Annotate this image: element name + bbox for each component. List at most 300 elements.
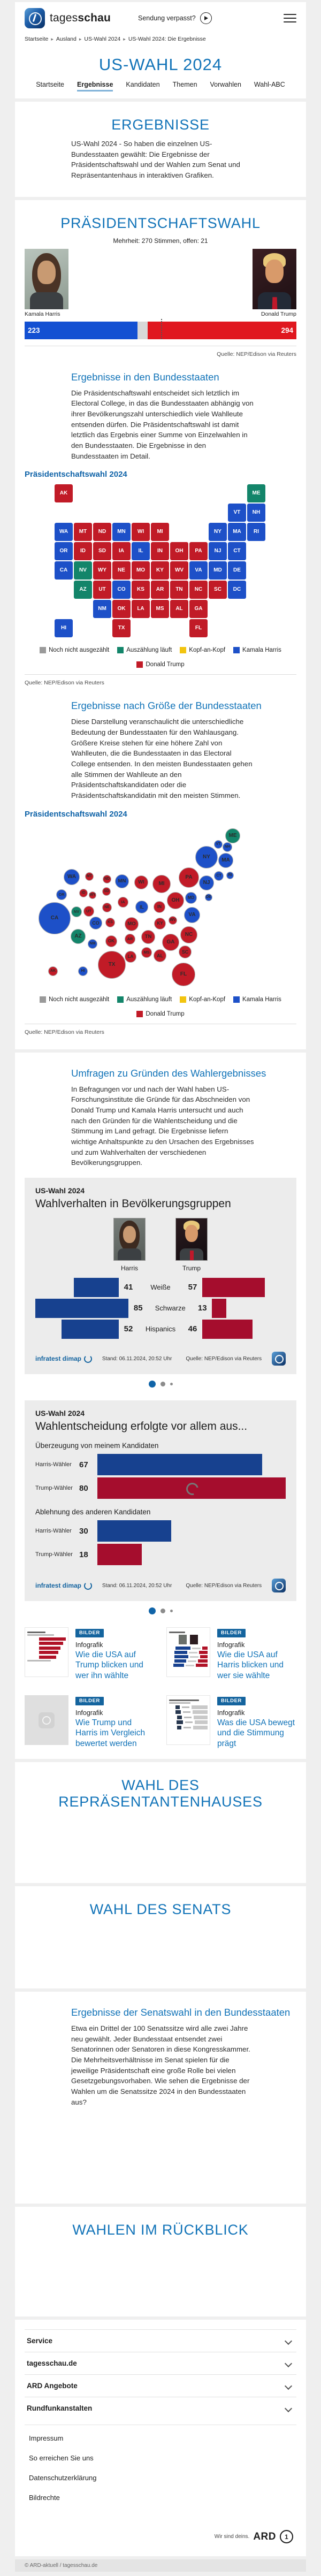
- electoral-college-bar: [25, 322, 296, 339]
- harris-bar-wrap: [35, 1320, 119, 1339]
- divider: [25, 1024, 296, 1026]
- breadcrumb-separator-icon: ▸: [79, 36, 82, 42]
- state-bubble-CT[interactable]: CT: [214, 871, 224, 881]
- legend-item: [117, 647, 172, 653]
- footer-link-so-erreichen-sie-uns[interactable]: So erreichen Sie uns: [29, 2454, 94, 2463]
- state-bubble-CO[interactable]: CO: [89, 917, 102, 929]
- thumb-bar: [174, 1659, 186, 1663]
- state-bubble-MD[interactable]: MD: [185, 892, 197, 904]
- thumb-bar: [200, 1655, 208, 1658]
- state-bubble-SD[interactable]: SD: [102, 887, 111, 896]
- ard-logo-row: [28, 2530, 293, 2543]
- harris-votes: 223: [28, 326, 40, 334]
- footer-accordion-ard-angebote[interactable]: [25, 2374, 296, 2397]
- size-section-text: Diese Darstellung veranschaulicht die unterschiedliche Bedeutung der Bundesstaaten für den Wahlausgang. Größere Kreise stehen für eine höhere Zahl von Wahlleuten, die die Bundesstaaten in das Electoral College entsenden. In den meisten Bundesstaaten gehen alle Stimmen der Wahlleute an den Präsidentschaftskandidaten oder die Präsidentschaftskandidatin mit den meisten Stimmen.: [71, 718, 253, 800]
- teaser-item[interactable]: [166, 1627, 296, 1681]
- thumb-bar: [175, 1647, 190, 1650]
- decision-group-label: Überzeugung von meinem Kandidaten: [35, 1442, 159, 1450]
- teaser-body: [217, 1627, 296, 1681]
- state-bubble-VA[interactable]: VA: [184, 907, 200, 923]
- legend-color-key: [117, 647, 124, 653]
- harris-bar: [35, 1299, 128, 1318]
- legend-label: Kopf-an-Kopf: [189, 996, 226, 1003]
- state-tile-MT[interactable]: MT: [74, 523, 92, 541]
- site-header: [15, 2, 306, 98]
- group-label: Hispanics: [145, 1325, 176, 1333]
- tab-ergebnisse[interactable]: Ergebnisse: [77, 81, 113, 92]
- state-bubble-OR[interactable]: OR: [56, 889, 67, 900]
- state-tile-MS[interactable]: MS: [151, 600, 169, 618]
- president-title: PRÄSIDENTSCHAFTSWAHL: [60, 215, 261, 231]
- harris-value: 85: [133, 1304, 143, 1313]
- state-tile-VA[interactable]: VA: [189, 561, 208, 580]
- thumb-bar: [198, 1659, 208, 1663]
- bubble-chart-label: Präsidentschaftswahl 2024: [25, 809, 127, 819]
- brand-wordmark: tagesschau: [50, 12, 111, 24]
- state-tile-NY[interactable]: NY: [209, 523, 227, 541]
- thumb-bar: [173, 1664, 184, 1667]
- breadcrumb-item[interactable]: US-Wahl 2024: Die Ergebnisse: [128, 36, 206, 42]
- state-tile-IA[interactable]: IA: [112, 542, 131, 560]
- teaser-title[interactable]: Wie die USA auf Trump blicken und wer ihn wählte: [75, 1650, 143, 1681]
- trump-value: 57: [188, 1283, 197, 1292]
- breadcrumb-separator-icon: ▸: [51, 36, 54, 42]
- review-title: WAHLEN IM RÜCKBLICK: [72, 2222, 249, 2238]
- legend-color-key: [117, 996, 124, 1003]
- state-bubble-NY[interactable]: NY: [195, 846, 218, 868]
- thumb-deco: [182, 1706, 189, 1708]
- state-bubble-AR[interactable]: AR: [125, 934, 135, 944]
- state-bubble-FL[interactable]: FL: [172, 963, 195, 986]
- infratest-ring-icon: [84, 1355, 92, 1363]
- intro-card: [15, 102, 306, 197]
- state-tile-PA[interactable]: PA: [189, 542, 208, 560]
- chevron-down-icon: [285, 2405, 292, 2412]
- state-tile-NM[interactable]: NM: [93, 600, 111, 618]
- state-tile-DC[interactable]: DC: [228, 581, 246, 599]
- thumb-bar-row: [169, 1664, 208, 1667]
- state-tile-NJ[interactable]: NJ: [209, 542, 227, 560]
- state-tile-CO[interactable]: CO: [112, 581, 131, 599]
- thumb-deco: [169, 1702, 190, 1704]
- state-bubble-KS[interactable]: KS: [105, 918, 115, 927]
- senate-results-title: Ergebnisse der Senatswahl in den Bundesstaaten: [71, 2007, 291, 2018]
- tab-themen[interactable]: Themen: [172, 81, 197, 88]
- state-tile-LA[interactable]: LA: [132, 600, 150, 618]
- tab-startseite[interactable]: Startseite: [36, 81, 65, 88]
- divider: [25, 674, 296, 677]
- state-bubble-NH[interactable]: NH: [223, 842, 232, 852]
- demographics-row: [35, 1319, 286, 1339]
- thumb-deco: [27, 1634, 54, 1636]
- state-tile-FL[interactable]: FL: [189, 619, 208, 637]
- harris-bar-wrap: [35, 1299, 128, 1318]
- thumb-deco: [169, 1699, 199, 1701]
- state-tile-IN[interactable]: IN: [151, 542, 169, 560]
- legend-item: [233, 647, 281, 653]
- thumb-deco: [169, 1632, 185, 1633]
- state-bubble-AK[interactable]: AK: [48, 966, 58, 976]
- source-note: Quelle: NEP/Edison via Reuters: [186, 1582, 262, 1589]
- harris-column-label: Harris: [121, 1264, 138, 1272]
- open-bar-segment: [137, 322, 148, 339]
- state-tile-OK[interactable]: OK: [112, 600, 131, 618]
- state-bubble-WI[interactable]: WI: [134, 875, 148, 889]
- thumb-bar-row: [169, 1655, 208, 1658]
- decision-value: 18: [79, 1550, 88, 1559]
- state-tile-MD[interactable]: MD: [209, 561, 227, 580]
- thumb-deco: [188, 1660, 196, 1662]
- trump-bar: [202, 1320, 253, 1339]
- loading-area: [25, 1923, 296, 1981]
- state-bubble-MO[interactable]: MO: [125, 917, 139, 931]
- state-tile-KY[interactable]: KY: [151, 561, 169, 580]
- carousel-dot-3[interactable]: [170, 1383, 173, 1385]
- decision-bar: [97, 1520, 171, 1542]
- legend-label: Donald Trump: [146, 661, 185, 668]
- state-tile-ID[interactable]: ID: [74, 542, 92, 560]
- teaser-title[interactable]: Wie die USA auf Harris blicken und wer sie wählte: [217, 1650, 284, 1681]
- carousel-dot-3[interactable]: [170, 1610, 173, 1612]
- breadcrumb-item[interactable]: US-Wahl 2024: [84, 36, 121, 42]
- state-bubble-RI[interactable]: RI: [226, 872, 234, 879]
- play-triangle: [204, 16, 208, 20]
- thumb-deco: [27, 1632, 45, 1633]
- bilder-badge: BILDER: [75, 1697, 104, 1705]
- state-tile-NV[interactable]: NV: [74, 561, 92, 580]
- state-tile-NE[interactable]: NE: [112, 561, 131, 580]
- tagesschau-mini-logo: [272, 1579, 286, 1592]
- chart-title: Wahlverhalten in Bevölkerungsgruppen: [35, 1198, 231, 1210]
- bilder-badge: BILDER: [75, 1629, 104, 1637]
- state-bubble-WY[interactable]: WY: [89, 891, 96, 899]
- teaser-body: [75, 1695, 155, 1749]
- tagesschau-logo[interactable]: [25, 8, 111, 28]
- thumb-bar-row: [169, 1716, 208, 1719]
- trump-bar: [202, 1278, 265, 1297]
- tab-wahl-abc[interactable]: Wahl-ABC: [254, 81, 285, 88]
- thumb-bar: [177, 1726, 181, 1729]
- carousel-dot-1[interactable]: [149, 1607, 156, 1614]
- trump-column-label: Trump: [182, 1264, 201, 1272]
- states-section-text: Die Präsidentschaftswahl entscheidet sich letztlich im Electoral College, in das die Bundesstaaten abhängig von ihrer Bevölkerungszahl unterschiedlich viele Wahlleute entsenden dürfen. Die Präsidentschaftswahl ist damit letztlich das Ergebnis einer Summe von Einzelwahlen in den Bundesstaaten. Die Ergebnisse in den Bundesstaaten im Detail.: [71, 388, 254, 460]
- state-bubble-MI[interactable]: MI: [152, 875, 171, 893]
- harris-value: 52: [124, 1324, 133, 1334]
- thumb-bar: [193, 1710, 208, 1714]
- footer-link-datenschutzerkl-rung[interactable]: Datenschutzerklärung: [29, 2474, 97, 2482]
- state-tile-WA[interactable]: WA: [55, 523, 73, 541]
- source-note: Quelle: NEP/Edison via Reuters: [25, 680, 104, 687]
- thumb-bar: [199, 1651, 208, 1654]
- thumb-deco: [189, 1652, 197, 1653]
- state-bubble-AZ[interactable]: AZ: [71, 929, 86, 944]
- carousel-dot-2[interactable]: [160, 1609, 165, 1613]
- thumb-deco: [184, 1717, 192, 1718]
- senate-card: [15, 1886, 306, 1988]
- thumb-bar: [194, 1716, 208, 1719]
- state-bubble-IL[interactable]: IL: [135, 901, 148, 913]
- state-bubble-LA[interactable]: LA: [125, 951, 136, 963]
- state-tile-OR[interactable]: OR: [55, 542, 73, 560]
- play-icon: [200, 12, 212, 24]
- legend-label: Donald Trump: [146, 1010, 185, 1017]
- state-bubble-DE[interactable]: DE: [205, 894, 212, 901]
- decision-group-label: Ablehnung des anderen Kandidaten: [35, 1508, 151, 1516]
- decision-bar: [97, 1544, 142, 1565]
- state-tile-MN[interactable]: MN: [112, 523, 131, 541]
- state-bubble-VT[interactable]: VT: [214, 840, 223, 849]
- breadcrumb-item[interactable]: Ausland: [56, 36, 77, 42]
- stand-timestamp: Stand: 06.11.2024, 20:52 Uhr: [102, 1582, 172, 1589]
- state-tile-RI[interactable]: RI: [247, 523, 265, 541]
- legend-label: Kamala Harris: [242, 647, 281, 654]
- teaser-item[interactable]: [25, 1627, 155, 1681]
- state-bubble-MT[interactable]: MT: [85, 872, 94, 881]
- state-bubble-MA[interactable]: MA: [218, 853, 233, 868]
- state-bubble-KY[interactable]: KY: [154, 918, 166, 929]
- chart-footer: [35, 1576, 286, 1596]
- state-bubble-UT[interactable]: UT: [83, 906, 94, 917]
- state-tile-AZ[interactable]: AZ: [74, 581, 92, 599]
- state-bubble-IN[interactable]: IN: [154, 901, 165, 913]
- teaser-grid: [25, 1627, 296, 1749]
- thumb-bar: [39, 1651, 58, 1654]
- state-tile-WY[interactable]: WY: [93, 561, 111, 580]
- state-tile-ND[interactable]: ND: [93, 523, 111, 541]
- footer-accordion-rundfunkanstalten[interactable]: [25, 2397, 296, 2419]
- house-card: [15, 1762, 306, 1883]
- state-tile-AR[interactable]: AR: [151, 581, 169, 599]
- state-tile-UT[interactable]: UT: [93, 581, 111, 599]
- breadcrumb-separator-icon: ▸: [123, 36, 126, 42]
- state-tile-AK[interactable]: AK: [55, 484, 73, 502]
- state-bubble-OH[interactable]: OH: [167, 892, 184, 909]
- trump-value: 13: [197, 1304, 207, 1313]
- teaser-kicker: Infografik: [75, 1709, 103, 1717]
- state-tile-GA[interactable]: GA: [189, 600, 208, 618]
- thumb-bar-row: [169, 1659, 208, 1663]
- loading-spinner-icon: [184, 1481, 201, 1497]
- header-top: [15, 2, 306, 32]
- teaser-kicker: Infografik: [217, 1709, 245, 1717]
- legend-item: [180, 647, 225, 653]
- intro-text: US-Wahl 2024 - So haben die einzelnen US-Bundesstaaten gewählt: Die Ergebnisse der Präsidentschaftswahl und der Wahlen zum Senat und Repräsentantenhaus in interaktiven Grafiken.: [71, 140, 240, 180]
- thumb-deco: [190, 1656, 198, 1658]
- state-tile-AL[interactable]: AL: [170, 600, 188, 618]
- senate-results-card: [15, 1992, 306, 2204]
- state-tile-KS[interactable]: KS: [132, 581, 150, 599]
- state-bubble-NM[interactable]: NM: [88, 939, 97, 949]
- loading-area: [25, 2116, 296, 2196]
- state-tile-HI[interactable]: HI: [55, 619, 73, 637]
- breadcrumb: [15, 32, 306, 47]
- sendung-verpasst-link[interactable]: [138, 12, 212, 24]
- state-bubble-NJ[interactable]: NJ: [199, 875, 214, 890]
- legend-color-key: [233, 996, 240, 1003]
- thumb-bar: [39, 1642, 63, 1645]
- thumb-deco: [185, 1721, 193, 1723]
- decision-value: 80: [79, 1483, 88, 1493]
- review-card: [15, 2207, 306, 2316]
- teaser-title[interactable]: Was die USA bewegt und die Stimmung prägt: [217, 1718, 295, 1749]
- legend-color-key: [136, 661, 143, 668]
- carousel-dot-2[interactable]: [160, 1382, 165, 1386]
- state-bubble-OK[interactable]: OK: [105, 935, 117, 947]
- footer-link-bildrechte[interactable]: Bildrechte: [29, 2494, 60, 2502]
- state-bubble-NV[interactable]: NV: [71, 906, 82, 917]
- loading-area: [25, 1816, 296, 1876]
- legend-item: [233, 996, 281, 1003]
- thumb-deco: [27, 1660, 51, 1662]
- state-tile-TX[interactable]: TX: [112, 619, 131, 637]
- donald-trump-photo: [253, 249, 296, 309]
- footer-accordion-tagesschau-de[interactable]: [25, 2352, 296, 2374]
- state-bubble-NC[interactable]: NC: [180, 926, 197, 943]
- state-tile-TN[interactable]: TN: [170, 581, 188, 599]
- chart-kicker: US-Wahl 2024: [35, 1186, 85, 1195]
- legend-item: [180, 996, 225, 1003]
- thumb-bar: [39, 1647, 60, 1650]
- tagesschau-mini-logo: [272, 1352, 286, 1366]
- legend-item: [136, 661, 184, 668]
- majority-marker: [161, 319, 162, 339]
- state-bubble-TX[interactable]: TX: [98, 951, 126, 979]
- state-bubble-GA[interactable]: GA: [162, 934, 179, 951]
- voter-group-label: Harris-Wähler: [35, 1528, 72, 1535]
- breadcrumb-item[interactable]: Startseite: [25, 36, 49, 42]
- state-bubble-IA[interactable]: IA: [118, 897, 128, 908]
- state-tile-SD[interactable]: SD: [93, 542, 111, 560]
- state-bubble-AL[interactable]: AL: [154, 949, 166, 962]
- state-bubble-HI[interactable]: HI: [78, 966, 88, 976]
- state-bubble-WA[interactable]: WA: [64, 869, 80, 885]
- survey-section-title: Umfragen zu Gründen des Wahlergebnisses: [71, 1067, 266, 1079]
- site-footer: [15, 2320, 306, 2556]
- thumb-bar: [174, 1651, 187, 1654]
- state-tile-SC[interactable]: SC: [209, 581, 227, 599]
- thumb-bar: [193, 1726, 208, 1729]
- trump-bar-wrap: [212, 1299, 286, 1318]
- kamala-harris-photo: [25, 249, 68, 309]
- thumb-bar: [177, 1720, 183, 1724]
- trump-name-label: Donald Trump: [261, 310, 296, 317]
- state-bubble-MS[interactable]: MS: [141, 947, 152, 958]
- house-title: WAHL DES REPRÄSENTANTENHAUSES: [58, 1777, 263, 1810]
- thumb-deco: [192, 1648, 201, 1649]
- accordion-label: Rundfunkanstalten: [27, 2404, 93, 2413]
- state-tile-NH[interactable]: NH: [247, 504, 265, 522]
- state-tile-MO[interactable]: MO: [132, 561, 150, 580]
- bilder-badge: BILDER: [217, 1629, 246, 1637]
- footer-accordions: [25, 2329, 296, 2419]
- electoral-bubble-map: [25, 824, 296, 989]
- legend-item: [40, 996, 109, 1003]
- state-bubble-ND[interactable]: ND: [103, 875, 111, 883]
- tab-vorwahlen[interactable]: Vorwahlen: [210, 81, 241, 88]
- footer-link-impressum[interactable]: Impressum: [29, 2434, 64, 2443]
- state-tile-MI[interactable]: MI: [151, 523, 169, 541]
- trump-bar-segment: [148, 322, 296, 339]
- state-bubble-PA[interactable]: PA: [179, 867, 199, 888]
- thumb-bar: [195, 1720, 208, 1724]
- tab-kandidaten[interactable]: Kandidaten: [126, 81, 160, 88]
- decision-row: [35, 1453, 286, 1476]
- thumb-deco: [184, 1727, 191, 1728]
- carousel-dot-1[interactable]: [149, 1381, 156, 1388]
- state-tile-CT[interactable]: CT: [228, 542, 246, 560]
- state-tile-ME[interactable]: ME: [247, 484, 265, 502]
- state-bubble-CA[interactable]: CA: [39, 902, 71, 934]
- ard-one-icon: 1: [280, 2530, 293, 2543]
- state-tile-OH[interactable]: OH: [170, 542, 188, 560]
- harris-bar: [62, 1320, 119, 1339]
- state-tile-WV[interactable]: WV: [170, 561, 188, 580]
- state-bubble-MN[interactable]: MN: [115, 874, 129, 888]
- decision-row: [35, 1543, 286, 1566]
- trump-bar-wrap: [202, 1320, 286, 1339]
- state-bubble-WV[interactable]: WV: [169, 916, 177, 925]
- sendung-verpasst-label: Sendung verpasst?: [138, 14, 196, 22]
- trump-mini-photo: [190, 1635, 198, 1644]
- intro-title: ERGEBNISSE: [111, 117, 210, 133]
- state-bubble-SC[interactable]: SC: [179, 946, 192, 958]
- legend-item: [117, 996, 172, 1003]
- senate-results-text: Etwa ein Drittel der 100 Senatssitze wird alle zwei Jahre neu gewählt. Jeder Bundesstaat entsendet zwei Senatorinnen oder Senatoren in diese Kongresskammer. Die Mehrheitsverhältnisse im Senat spielen für die jeweilige Präsidentschaft eine große Rolle bei vielen Gesetzgebungsvorhaben. Wie sehen die Ergebnisse der Wahlen um die Senatssitze 2024 in den Bundesstaaten aus?: [71, 2024, 250, 2106]
- map-chart-label: Präsidentschaftswahl 2024: [25, 470, 127, 479]
- state-bubble-NE[interactable]: NE: [102, 903, 112, 912]
- harris-value: 41: [124, 1283, 133, 1292]
- source-note: Quelle: NEP/Edison via Reuters: [217, 350, 296, 357]
- harris-bar: [74, 1278, 119, 1297]
- legend-item: [40, 647, 109, 653]
- voter-group-label: Harris-Wähler: [35, 1461, 72, 1468]
- state-bubble-ID[interactable]: ID: [79, 889, 88, 897]
- teaser-kicker: Infografik: [75, 1641, 103, 1649]
- state-tile-NC[interactable]: NC: [189, 581, 208, 599]
- teaser-item[interactable]: [25, 1695, 155, 1749]
- hamburger-menu-icon[interactable]: [284, 10, 296, 27]
- trump-bar: [212, 1299, 226, 1318]
- thumb-bar: [175, 1705, 180, 1709]
- state-tile-IL[interactable]: IL: [132, 542, 150, 560]
- teaser-item[interactable]: [166, 1695, 296, 1749]
- infratest-dimap-logo: infratest dimap: [35, 1582, 92, 1590]
- state-tile-VT[interactable]: VT: [228, 504, 246, 522]
- state-tile-DE[interactable]: DE: [228, 561, 246, 580]
- teaser-title[interactable]: Wie Trump und Harris im Vergleich bewertet werden: [75, 1718, 146, 1749]
- state-tile-CA[interactable]: CA: [55, 561, 73, 580]
- legend-label: Auszählung läuft: [126, 647, 172, 654]
- thumb-bar: [39, 1637, 66, 1641]
- state-tile-MA[interactable]: MA: [228, 523, 246, 541]
- thumb-bar: [192, 1705, 208, 1709]
- state-bubble-ME[interactable]: ME: [225, 828, 240, 843]
- legend-color-key: [180, 996, 186, 1003]
- footer-accordion-service[interactable]: [25, 2329, 296, 2352]
- copyright-bar: [15, 2559, 306, 2572]
- decision-value: 67: [79, 1460, 88, 1469]
- ard-wordmark: ARD: [253, 2531, 276, 2542]
- teaser-body: [217, 1695, 296, 1749]
- map-legend: [25, 647, 296, 668]
- state-tile-WI[interactable]: WI: [132, 523, 150, 541]
- source-note: Quelle: NEP/Edison via Reuters: [186, 1355, 262, 1362]
- state-bubble-TN[interactable]: TN: [141, 930, 155, 944]
- placeholder-globe-icon: [39, 1712, 55, 1728]
- decision-chart-card: [25, 1400, 296, 1601]
- legend-color-key: [40, 996, 46, 1003]
- voter-group-label: Trump-Wähler: [35, 1551, 73, 1558]
